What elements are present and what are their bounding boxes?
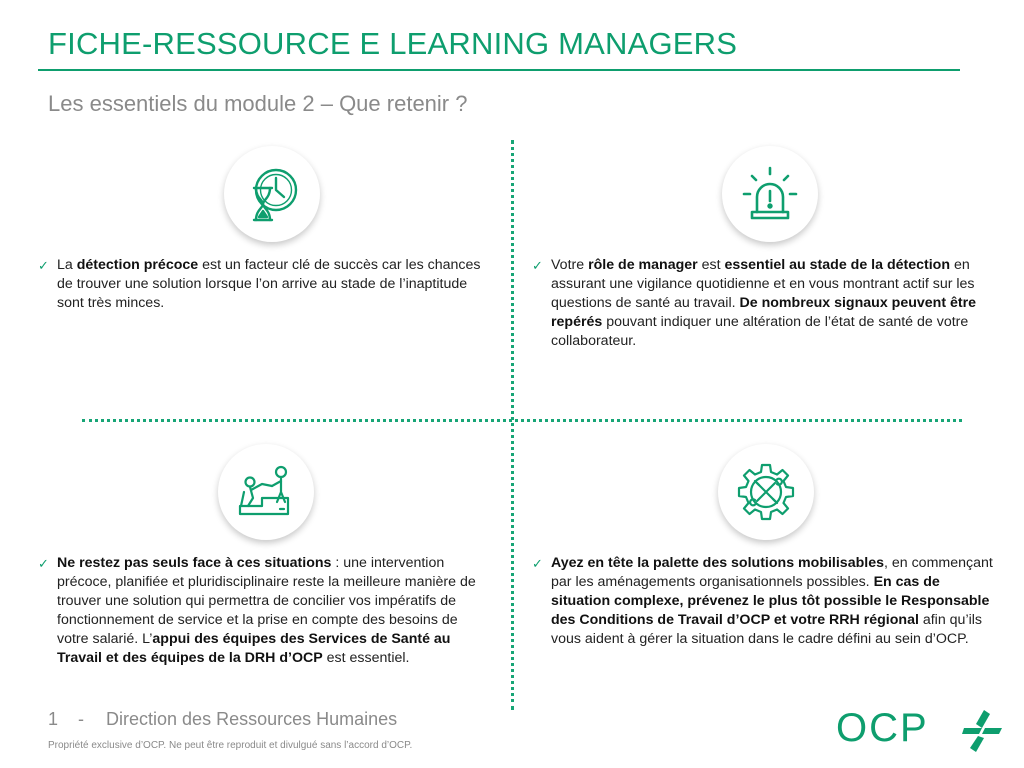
page-subtitle: Les essentiels du module 2 – Que retenir ? <box>48 91 468 116</box>
page-number: 1 <box>48 709 59 729</box>
checkmark-icon: ✓ <box>38 556 49 571</box>
checkmark-icon: ✓ <box>532 258 543 273</box>
hourglass-clock-icon <box>242 164 302 224</box>
footer-department: Direction des Ressources Humaines <box>106 709 398 729</box>
ocp-logo <box>836 708 1006 752</box>
quadrant-4-text <box>532 554 997 649</box>
logo-wordmark: OCP <box>836 706 929 750</box>
title-underline <box>38 69 960 71</box>
quadrant-2-icon-badge <box>722 146 818 242</box>
footer-disclaimer: Propriété exclusive d’OCP. Ne peut être reproduit et divulgué sans l’accord d’OCP. <box>48 740 413 751</box>
footer <box>48 709 397 730</box>
quadrant-1-icon-badge <box>224 146 320 242</box>
quadrant-4-icon-badge <box>718 444 814 540</box>
vertical-dotted-divider <box>511 140 514 710</box>
ocp-plus-mark-icon <box>962 708 1002 752</box>
page-title: FICHE-RESSOURCE E LEARNING MANAGERS <box>48 26 738 61</box>
quadrant-4-body: Ayez en tête la palette des solutions mobilisables, en commençant par les aménagements organisationnels possibles. En cas de situation complexe, prévenez le plus tôt possible le Responsable des Conditions de Travail d’OCP et votre RRH régional afin qu’ils vous aident à gérer la situation dans le cadre défini au sein d’OCP. <box>551 555 993 647</box>
checkmark-icon: ✓ <box>38 258 49 273</box>
quadrant-2-body: Votre rôle de manager est essentiel au stade de la détection en assurant une vigilance quotidienne et en vous montrant actif sur les questions de santé au travail. De nombreux signaux peuvent être repérés pouvant indiquer une altération de l’état de santé de votre collaborateur. <box>551 257 977 349</box>
alarm-siren-icon <box>740 164 800 224</box>
quadrant-1-text <box>38 256 497 313</box>
footer-separator: - <box>78 709 85 729</box>
quadrant-3-body: Ne restez pas seuls face à ces situations : une intervention précoce, planifiée et pluridisciplinaire reste la meilleure manière de trouver une solution qui permettra de concilier vos impératifs de fonctionnement de service et la prise en compte des besoins de votre salarié. L’appui des équipes des Services de Santé au Travail et des équipes de la DRH d’OCP est essentiel. <box>57 555 476 666</box>
quadrant-2-text <box>532 256 997 351</box>
gear-tools-icon <box>736 462 796 522</box>
quadrant-1-body: La détection précoce est un facteur clé de succès car les chances de trouver une solution lorsque l’on arrive au stade de l’inaptitude sont très minces. <box>57 257 481 311</box>
quadrant-3-icon-badge <box>218 444 314 540</box>
horizontal-dotted-divider <box>82 419 962 422</box>
quadrant-3-text <box>38 554 489 668</box>
helping-hand-steps-icon <box>236 462 296 522</box>
checkmark-icon: ✓ <box>532 556 543 571</box>
